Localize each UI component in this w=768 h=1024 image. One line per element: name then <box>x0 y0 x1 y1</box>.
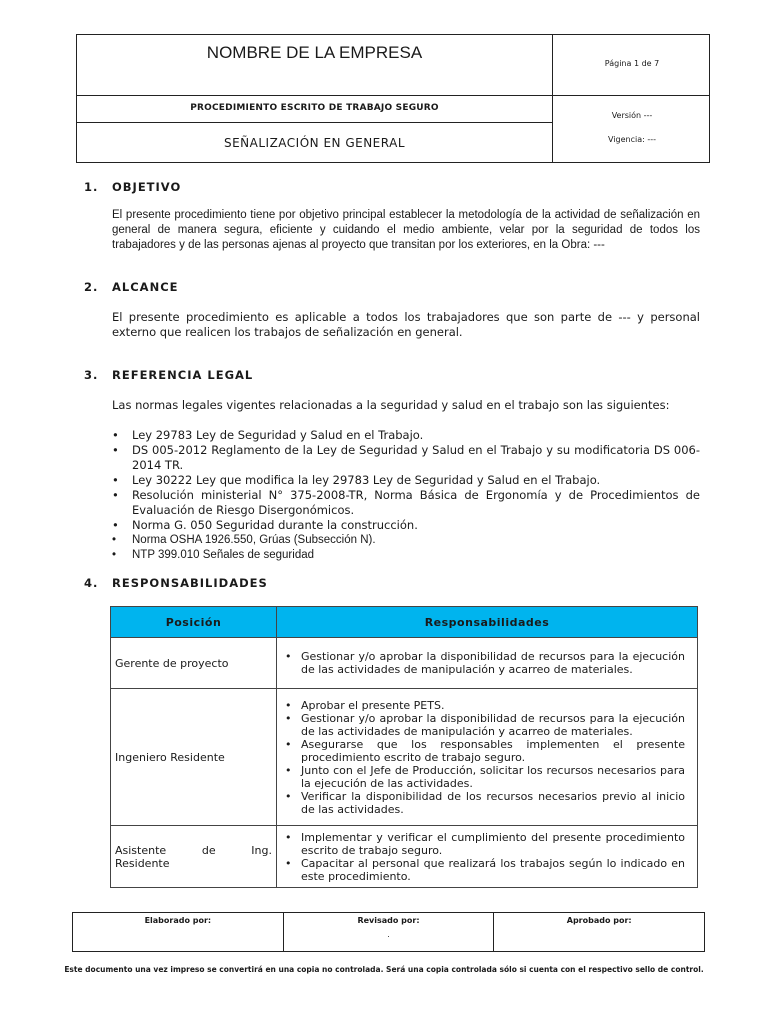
position-cell: Gerente de proyecto <box>111 638 277 689</box>
responsibility-item: • Gestionar y/o aprobar la disponibilidad de recursos para la ejecución de las actividades de manipulación y acarreo de materiales. <box>285 650 685 676</box>
version-label: Versión --- <box>611 111 653 120</box>
position-word: Ing. <box>251 843 272 857</box>
section-3-intro: Las normas legales vigentes relacionadas a la seguridad y salud en el trabajo son las siguientes: <box>112 398 670 412</box>
reviewed-by-cell <box>284 913 495 951</box>
position-word: Asistente <box>115 843 167 857</box>
responsibility-item: • Verificar la disponibilidad de los recursos necesarios previo al inicio de las actividades. <box>285 790 685 816</box>
responsibility-item: • Junto con el Jefe de Producción, solicitar los recursos necesarios para la ejecución de las actividades. <box>285 764 685 790</box>
table-header-row <box>111 607 698 638</box>
table-row <box>111 638 698 689</box>
responsibility-item: • Implementar y verificar el cumplimiento del presente procedimiento escrito de trabajo seguro. <box>285 831 685 857</box>
position-cell: Ingeniero Residente <box>111 689 277 826</box>
position-cell <box>111 826 277 888</box>
reviewed-by-label: Revisado por: <box>357 916 420 925</box>
prepared-by-cell <box>73 913 284 951</box>
page-number: Página 1 de 7 <box>604 59 660 68</box>
responsibility-item: • Gestionar y/o aprobar la disponibilidad de recursos para la ejecución de las actividades de manipulación y acarreo de materiales. <box>285 712 685 738</box>
legal-item: • NTP 399.010 Señales de seguridad <box>112 548 700 563</box>
reviewed-by-mark: . <box>387 930 390 939</box>
column-header-responsibilities: Responsabilidades <box>277 607 698 638</box>
legal-item: • Ley 29783 Ley de Seguridad y Salud en el Trabajo. <box>112 428 700 443</box>
section-3-number: 3. <box>84 368 99 382</box>
legal-item: • Norma OSHA 1926.550, Grúas (Subsección N). <box>112 533 700 548</box>
document-header <box>76 34 710 163</box>
approved-by-label: Aprobado por: <box>566 916 632 925</box>
responsibilities-cell <box>277 826 698 888</box>
responsibilities-cell <box>277 638 698 689</box>
section-1-text: El presente procedimiento tiene por objetivo principal establecer la metodología de la actividad de señalización en general de manera segura, eficiente y cuidando el medio ambiente, velar por la seguridad de todos los trabajadores y de las personas ajenas al proyecto que transitan por los exteriores, en la Obra: --- <box>112 209 700 251</box>
position-word: Residente <box>115 856 170 870</box>
legal-item: • Resolución ministerial N° 375-2008-TR, Norma Básica de Ergonomía y de Procedimientos de Evaluación de Riesgo Disergonómicos. <box>112 488 700 518</box>
responsibilities-table <box>110 606 698 888</box>
section-4-number: 4. <box>84 576 99 590</box>
section-4-title: RESPONSABILIDADES <box>112 576 268 590</box>
table-row <box>111 826 698 888</box>
legal-item: • Norma G. 050 Seguridad durante la construcción. <box>112 518 700 533</box>
signature-footer <box>72 912 705 952</box>
validity-label: Vigencia: --- <box>607 135 656 144</box>
approved-by-cell <box>494 913 704 951</box>
prepared-by-label: Elaborado por: <box>144 916 212 925</box>
responsibility-item: • Aprobar el presente PETS. <box>285 699 685 712</box>
column-header-position: Posición <box>111 607 277 638</box>
section-1-heading <box>84 180 181 194</box>
responsibilities-cell <box>277 689 698 826</box>
legal-item: • Ley 30222 Ley que modifica la ley 29783 Ley de Seguridad y Salud en el Trabajo. <box>112 473 700 488</box>
responsibility-item: • Capacitar al personal que realizará los trabajos según lo indicado en este procedimiento. <box>285 857 685 883</box>
table-row <box>111 689 698 826</box>
procedure-title: PROCEDIMIENTO ESCRITO DE TRABAJO SEGURO <box>77 96 553 123</box>
section-2-number: 2. <box>84 280 99 294</box>
section-1-title: OBJETIVO <box>112 180 182 194</box>
legal-item: • DS 005-2012 Reglamento de la Ley de Seguridad y Salud en el Trabajo y su modificatoria DS 006-2014 TR. <box>112 443 700 473</box>
section-1-number: 1. <box>84 180 99 194</box>
section-4-heading <box>84 576 268 590</box>
section-3-heading <box>84 368 253 382</box>
section-2-text: El presente procedimiento es aplicable a todos los trabajadores que son parte de --- y personal externo que realicen los trabajos de señalización en general. <box>112 310 700 339</box>
position-word: de <box>201 843 216 857</box>
position-line <box>115 844 272 857</box>
legal-reference-list <box>112 428 700 563</box>
responsibility-item: • Asegurarse que los responsables implementen el presente procedimiento escrito de trabajo seguro. <box>285 738 685 764</box>
control-note: Este documento una vez impreso se convertirá en una copia no controlada. Será una copia controlada sólo si cuenta con el respectivo sello de control. <box>64 965 704 974</box>
section-2-heading <box>84 280 179 294</box>
section-2-title: ALCANCE <box>112 280 179 294</box>
procedure-subject: SEÑALIZACIÓN EN GENERAL <box>77 123 553 163</box>
company-name: NOMBRE DE LA EMPRESA <box>77 35 553 96</box>
section-3-title: REFERENCIA LEGAL <box>112 368 254 382</box>
